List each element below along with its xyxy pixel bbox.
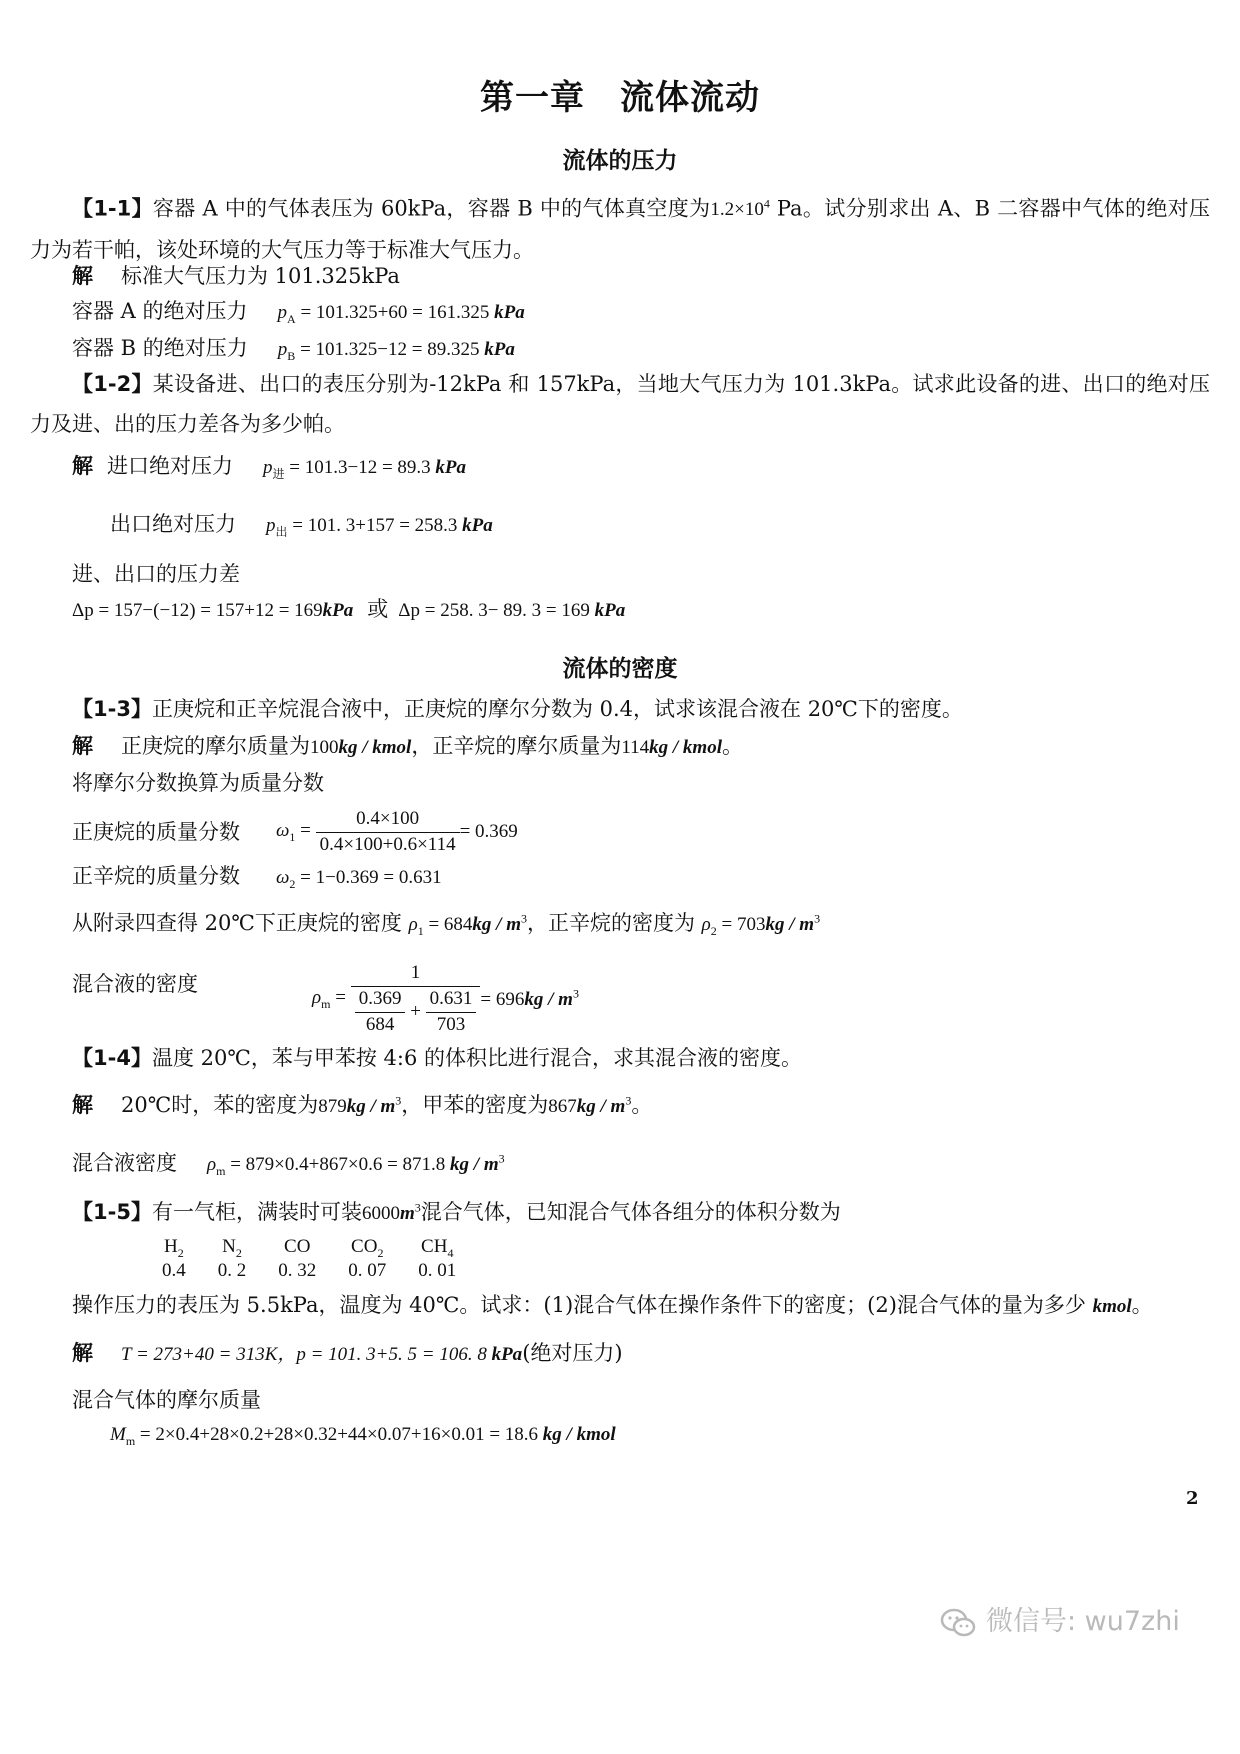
vacuum-value: $1.2\times 10^4$	[710, 197, 770, 221]
mixture-density-label: 混合液的密度	[72, 972, 198, 996]
fraction-co: 0. 32	[278, 1260, 317, 1282]
abs-pressure-a: 容器 A 的绝对压力 $p_A = 101.325+60 = 161.325$ kPa	[72, 299, 525, 326]
gas-composition-table	[146, 1236, 472, 1283]
section-heading-density: 流体的密度	[562, 656, 678, 682]
gas-co2: $CO_2$	[351, 1236, 384, 1260]
molar-mass-label: 混合气体的摩尔质量	[72, 1388, 261, 1412]
gas-h2: $H_2$	[164, 1236, 184, 1260]
mass-fraction-2: 正辛烷的质量分数 $\omega_2 = 1-0.369 = 0.631$	[72, 864, 442, 891]
wechat-watermark: 微信号: wu7zhi	[940, 1606, 1180, 1638]
problem-1-2: 【1-2】某设备进、出口的表压分别为-12kPa 和 157kPa，当地大气压力为 101.3kPa。试求此设备的进、出口的绝对压力及进、出的压力差各为多少帕。	[30, 372, 1210, 436]
gas-co: CO	[284, 1236, 311, 1257]
fraction-n2: 0. 2	[217, 1260, 247, 1282]
page-number: 2	[1186, 1488, 1199, 1509]
density-lookup: 从附录四查得 20℃下正庚烷的密度 $\rho_1 = 684kg / m^3$，正辛烷的密度为 $\rho_2 = 703kg / m^3$	[72, 911, 821, 938]
solution-1-1: 解 标准大气压力为 101.325kPa	[72, 264, 400, 288]
mixture-density-1-4: 混合液密度 $\rho_m = 879\times 0.4+867\times 0.6 = 871.8$ kg / $m^3$	[72, 1151, 505, 1178]
pressure-diff-label: 进、出口的压力差	[72, 562, 240, 586]
solution-1-5: 解 T = 273+40 = 313K，p = 101. 3+5. 5 = 106. 8 kPa(绝对压力)	[72, 1341, 623, 1365]
convert-text: 将摩尔分数换算为质量分数	[72, 771, 324, 795]
inlet-abs-pressure: 解 进口绝对压力 $p_进 = 101.3-12 = 89.3$ kPa	[72, 454, 467, 481]
chapter-title: 第一章 流体流动	[480, 78, 760, 118]
outlet-abs-pressure: 出口绝对压力 $p_出 = 101$. 3+157 = 258.3 kPa	[110, 512, 493, 539]
problem-label: 【1-1】	[72, 196, 153, 221]
problem-1-1: 【1-1】容器 A 中的气体表压为 60kPa，容器 B 中的气体真空度为$1.2\times 10^4$ Pa。试分别求出 A、B 二容器中气体的绝对压力为若干帕，该处环境的大气压力等于标准大气压力。	[30, 196, 1210, 263]
pressure-diff-equation: Δp = 157−(−12) = 157+12 = 169kPa 或 Δp = 258. 3− 89. 3 = 169 kPa	[72, 597, 626, 621]
fraction-co2: 0. 07	[348, 1260, 387, 1282]
section-heading-pressure: 流体的压力	[562, 148, 678, 174]
gas-n2: $N_2$	[222, 1236, 242, 1260]
problem-1-5: 【1-5】有一气柜，满装时可装$6000m^3$混合气体，已知混合气体各组分的体积分数为	[72, 1200, 841, 1224]
mass-fraction-1: 正庚烷的质量分数 $\omega_1$ = $\frac{0.4\times 100}{0.4\times 100+0.6\times 114}$ = 0.369	[72, 808, 518, 855]
wechat-icon	[940, 1608, 976, 1638]
abs-pressure-b: 容器 B 的绝对压力 $p_B = 101.325-12 = 89.325$ kPa	[72, 336, 515, 363]
problem-1-3: 【1-3】正庚烷和正辛烷混合液中，正庚烷的摩尔分数为 0.4，试求该混合液在 20℃下的密度。	[72, 697, 963, 721]
problem-1-4: 【1-4】温度 20℃，苯与甲苯按 4:6 的体积比进行混合，求其混合液的密度。	[72, 1046, 802, 1070]
solution-1-4: 解 20℃时，苯的密度为$879kg / m^3$，甲苯的密度为$867kg / m^3$。	[72, 1093, 653, 1117]
solution-1-3: 解 正庚烷的摩尔质量为100kg / kmol，正辛烷的摩尔质量为114kg / kmol。	[72, 734, 743, 758]
mixture-density-equation: $\rho_m$ = 1 $\frac{0.369}{684}$ + $\frac{0.631}{703}$ = $696kg / m^3$	[312, 962, 579, 1035]
gas-ch4: $CH_4$	[421, 1236, 454, 1260]
fraction-ch4: 0. 01	[418, 1260, 457, 1282]
operating-conditions: 操作压力的表压为 5.5kPa，温度为 40℃。试求：(1)混合气体在操作条件下的密度；(2)混合气体的量为多少 kmol。	[72, 1293, 1153, 1317]
molar-mass-equation: $M_m = 2\times 0.4+28\times 0.2+28\times 0.32+44\times 0.07+16\times 0.01 = 18.6$ kg / kmol	[110, 1424, 616, 1448]
fraction-h2: 0.4	[162, 1260, 186, 1282]
